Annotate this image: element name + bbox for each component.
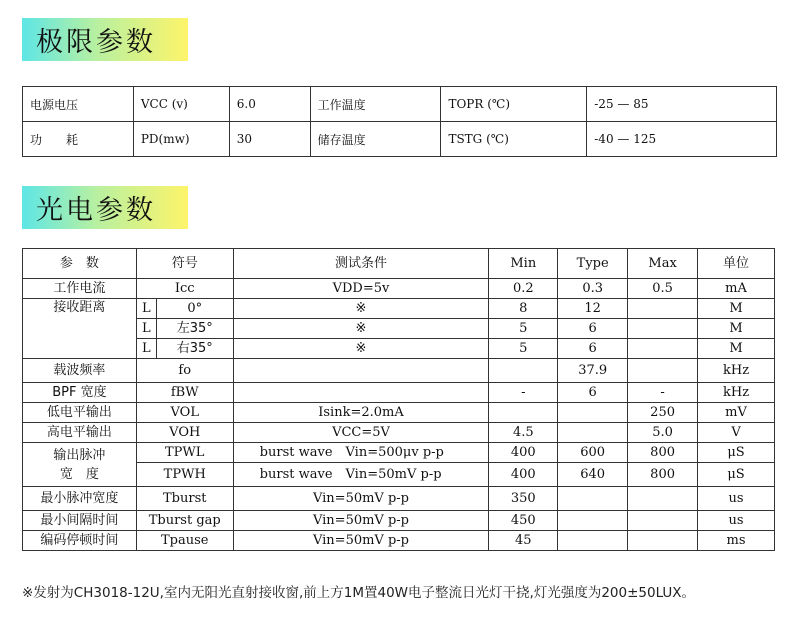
table-cell [628,339,698,359]
table-cell: VCC (v) [133,87,229,122]
table-cell: μS [698,443,775,463]
table-cell: 4.5 [489,423,558,443]
table-cell: 6.0 [229,87,310,122]
table-cell: 5 [489,339,558,359]
column-header: Min [489,249,558,279]
table-row [23,122,777,157]
table-cell: 600 [558,443,628,463]
table-cell: VOH [136,423,233,443]
table-cell [558,531,628,551]
table-cell: burst wave Vin=500μv p-p [233,443,489,463]
table-cell: 低电平输出 [23,403,137,423]
table-cell: 高电平输出 [23,423,137,443]
table-row [23,403,775,423]
table-cell: PD(mw) [133,122,229,157]
section-banner-optoelectronic [22,186,188,229]
table-row [23,359,775,383]
column-header: 单位 [698,249,775,279]
column-header: 符号 [136,249,233,279]
table-cell [233,359,489,383]
table-header-row [23,249,775,279]
table-cell: 0.5 [628,279,698,299]
table-cell: 最小脉冲宽度 [23,487,137,511]
table-cell: 800 [628,463,698,487]
table-cell [558,487,628,511]
table-cell: 编码停顿时间 [23,531,137,551]
table-row [23,87,777,122]
limits-table [22,86,777,157]
table-row [23,531,775,551]
section-banner-limits [22,18,188,61]
table-cell [628,511,698,531]
table-cell: - [628,383,698,403]
table-cell [558,403,628,423]
table-cell: L [136,299,156,319]
table-row [23,279,775,299]
table-cell: 载波频率 [23,359,137,383]
table-cell: us [698,511,775,531]
table-cell: Icc [136,279,233,299]
table-cell: ※ [233,339,489,359]
column-header: 测试条件 [233,249,489,279]
table-cell: 640 [558,463,628,487]
table-cell: ※ [233,299,489,319]
table-cell: M [698,299,775,319]
table-cell: 0° [156,299,233,319]
table-cell: M [698,339,775,359]
table-cell: 45 [489,531,558,551]
table-cell: 5 [489,319,558,339]
table-cell: TOPR (℃) [441,87,587,122]
table-cell: - [489,383,558,403]
table-cell: 最小间隔时间 [23,511,137,531]
table-cell: 工作温度 [310,87,441,122]
table-cell: Vin=50mV p-p [233,531,489,551]
table-cell: 右35° [156,339,233,359]
table-cell: 400 [489,443,558,463]
table-cell: BPF 宽度 [23,383,137,403]
table-cell: 电源电压 [23,87,134,122]
section-title: 极限参数 [36,27,156,58]
table-cell: 功 耗 [23,122,134,157]
table-cell: 储存温度 [310,122,441,157]
table-cell: 输出脉冲 宽 度 [23,443,137,487]
table-cell: 左35° [156,319,233,339]
column-header: Max [628,249,698,279]
table-cell: Vin=50mV p-p [233,511,489,531]
table-cell: fo [136,359,233,383]
table-cell: Isink=2.0mA [233,403,489,423]
table-cell: ms [698,531,775,551]
optoelectronic-table [22,248,775,551]
table-cell: 5.0 [628,423,698,443]
table-cell: TPWH [136,463,233,487]
table-cell: 6 [558,339,628,359]
table-cell: 工作电流 [23,279,137,299]
table-cell: burst wave Vin=50mV p-p [233,463,489,487]
table-cell: Tburst gap [136,511,233,531]
table-row [23,299,775,319]
table-cell: L [136,319,156,339]
table-cell [558,511,628,531]
table-cell: Vin=50mV p-p [233,487,489,511]
table-cell: V [698,423,775,443]
table-cell [558,423,628,443]
table-cell: us [698,487,775,511]
table-row [23,487,775,511]
table-row [23,443,775,463]
table-row [23,383,775,403]
table-cell: 6 [558,319,628,339]
table-cell: 0.3 [558,279,628,299]
table-row [23,511,775,531]
table-cell: -40 — 125 [587,122,777,157]
table-cell: fBW [136,383,233,403]
table-cell: mA [698,279,775,299]
table-cell [628,359,698,383]
table-cell: 350 [489,487,558,511]
table-cell [628,299,698,319]
table-cell: mV [698,403,775,423]
table-cell [628,319,698,339]
table-cell: 接收距离 [23,299,137,359]
table-cell [233,383,489,403]
table-cell: 800 [628,443,698,463]
table-cell: Tpause [136,531,233,551]
table-cell: 0.2 [489,279,558,299]
section-title: 光电参数 [36,195,156,226]
column-header: Type [558,249,628,279]
table-cell: L [136,339,156,359]
table-cell: TSTG (℃) [441,122,587,157]
table-cell: -25 — 85 [587,87,777,122]
table-cell: Tburst [136,487,233,511]
table-cell [489,403,558,423]
table-cell [628,487,698,511]
table-cell: 12 [558,299,628,319]
table-cell: ※ [233,319,489,339]
column-header: 参 数 [23,249,137,279]
table-cell [489,359,558,383]
table-cell: VCC=5V [233,423,489,443]
table-cell: 250 [628,403,698,423]
table-cell: M [698,319,775,339]
table-row [23,423,775,443]
footnote: ※发射为CH3018-12U,室内无阳光直射接收窗,前上方1M置40W电子整流日光灯干挠,灯光强度为200±50LUX。 [22,585,696,601]
table-cell: 37.9 [558,359,628,383]
table-cell [628,531,698,551]
table-cell: TPWL [136,443,233,463]
table-cell: 400 [489,463,558,487]
table-cell: VDD=5v [233,279,489,299]
table-cell: VOL [136,403,233,423]
table-cell: 450 [489,511,558,531]
table-cell: 30 [229,122,310,157]
table-cell: 8 [489,299,558,319]
table-cell: kHz [698,383,775,403]
table-cell: kHz [698,359,775,383]
table-cell: 6 [558,383,628,403]
table-cell: μS [698,463,775,487]
